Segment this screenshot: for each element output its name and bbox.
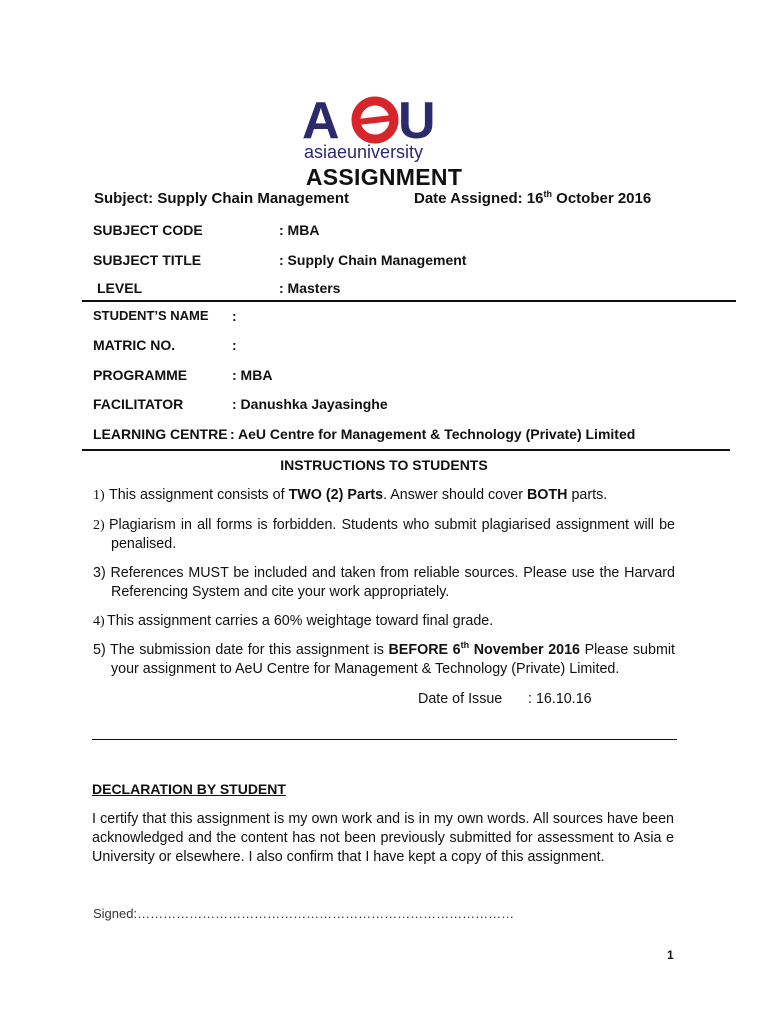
declaration-heading: DECLARATION BY STUDENT xyxy=(92,781,286,797)
learning-centre-label: LEARNING CENTRE xyxy=(93,426,228,442)
learning-centre-value: : AeU Centre for Management & Technology (Private) Limited xyxy=(230,426,636,442)
level-value: : Masters xyxy=(279,280,341,296)
document-title: ASSIGNMENT xyxy=(305,164,463,190)
date-of-issue-label: Date of Issue xyxy=(418,691,503,707)
level-label: LEVEL xyxy=(97,280,143,296)
aeu-wordmark: asiaeuniversity xyxy=(304,142,424,162)
matric-no-value: : xyxy=(232,337,237,353)
instruction-item-5: 5) The submission date for this assignment is BEFORE 6th November 2016 Please submit your assignment to AeU Centre for Management & Technology (Private) Limited. xyxy=(93,640,676,677)
divider-top xyxy=(82,300,736,302)
subject-line: Subject: Supply Chain Management xyxy=(94,190,350,207)
svg-text:A: A xyxy=(302,92,340,150)
subject-code-label: SUBJECT CODE xyxy=(93,222,203,238)
page-number: 1 xyxy=(667,948,674,962)
facilitator-value: : Danushka Jayasinghe xyxy=(232,396,388,412)
instructions-heading: INSTRUCTIONS TO STUDENTS xyxy=(280,457,488,473)
svg-text:U: U xyxy=(398,92,436,150)
aeu-logo xyxy=(300,92,460,162)
student-name-value: : xyxy=(232,308,237,324)
instruction-item-1: 1) This assignment consists of TWO (2) Parts. Answer should cover BOTH parts. xyxy=(93,487,608,503)
date-of-issue-value: : 16.10.16 xyxy=(528,691,592,707)
subject-title-value: : Supply Chain Management xyxy=(279,252,467,268)
signature-line: Signed:…………………………………………………………………………… xyxy=(93,906,515,921)
programme-label: PROGRAMME xyxy=(93,367,188,383)
subject-title-label: SUBJECT TITLE xyxy=(93,252,202,268)
divider-middle xyxy=(82,449,730,451)
date-assigned: Date Assigned: 16th October 2016 xyxy=(414,189,652,207)
subject-code-value: : MBA xyxy=(279,222,320,238)
divider-bottom xyxy=(92,739,677,740)
instruction-item-4: 4) This assignment carries a 60% weightage toward final grade. xyxy=(93,613,494,629)
programme-value: : MBA xyxy=(232,367,273,383)
student-name-label: STUDENT’S NAME xyxy=(93,308,209,323)
facilitator-label: FACILITATOR xyxy=(93,396,184,412)
instruction-item-3: 3) References MUST be included and taken from reliable sources. Please use the Harvard Referencing System and cite your work appropriately. xyxy=(93,565,675,600)
instruction-item-2: 2) Plagiarism in all forms is forbidden. Students who submit plagiarised assignment will be penalised. xyxy=(93,517,675,552)
declaration-text: I certify that this assignment is my own work and is in my own words. All sources have been acknowledged and the content has not been previously submitted for assessment to Asia e University or elsewhere. I also confirm that I have kept a copy of this assignment. xyxy=(92,811,674,865)
matric-no-label: MATRIC NO. xyxy=(93,337,176,353)
